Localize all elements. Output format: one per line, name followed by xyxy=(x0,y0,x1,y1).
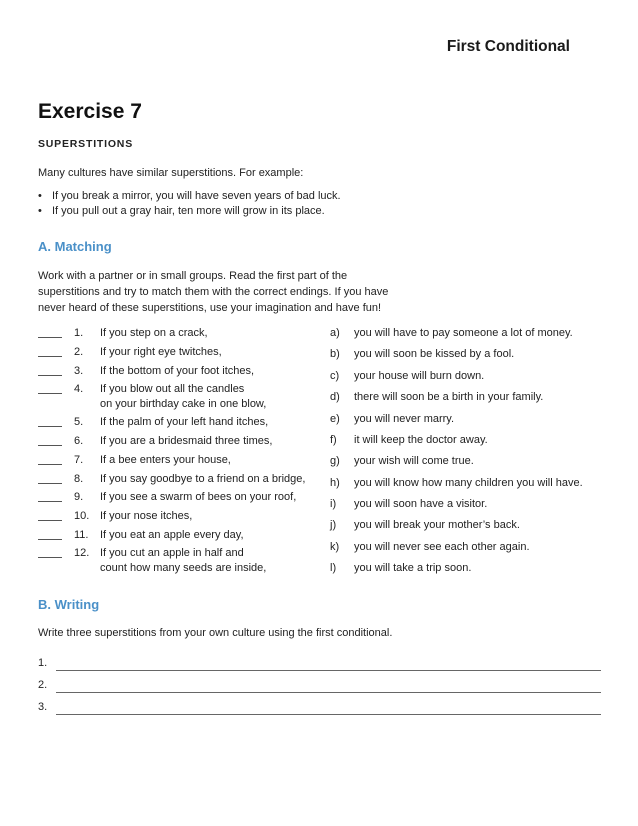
start-number: 9. xyxy=(74,491,84,503)
start-number: 12. xyxy=(74,547,90,559)
section-a-instructions: Work with a partner or in small groups. Read the first part of the superstitions and try to match them with the correct endings. If you have never heard of these superstitions, use your imagination and have fun! xyxy=(38,270,389,314)
ending-text: your house will burn down. xyxy=(354,370,485,382)
answer-blank[interactable] xyxy=(38,539,62,540)
ending-text: you will soon be kissed by a fool. xyxy=(354,348,515,360)
writing-line-number: 2. xyxy=(38,679,48,691)
answer-blank[interactable] xyxy=(38,464,62,465)
writing-line[interactable] xyxy=(38,701,601,716)
header-title: First Conditional xyxy=(446,38,570,55)
ending-text: it will keep the doctor away. xyxy=(354,434,488,446)
ending-letter: k) xyxy=(330,541,340,553)
start-text: If your nose itches, xyxy=(100,510,193,522)
ending-text: you will never see each other again. xyxy=(354,541,530,553)
answer-blank[interactable] xyxy=(38,337,62,338)
writing-line-number: 3. xyxy=(38,701,48,713)
ending-text: you will soon have a visitor. xyxy=(354,498,488,510)
answer-blank[interactable] xyxy=(38,557,62,558)
exercise-intro: Many cultures have similar superstitions. For example: xyxy=(38,167,304,179)
section-a-heading: A. Matching xyxy=(38,239,112,254)
start-text: If you are a bridesmaid three times, xyxy=(100,435,273,447)
start-text: If the bottom of your foot itches, xyxy=(100,365,255,377)
ending-letter: j) xyxy=(330,519,337,531)
ending-letter: c) xyxy=(330,370,340,382)
start-text: If you eat an apple every day, xyxy=(100,529,244,541)
writing-rule[interactable] xyxy=(56,670,601,671)
section-b-instructions: Write three superstitions from your own culture using the first conditional. xyxy=(38,627,393,639)
start-number: 10. xyxy=(74,510,90,522)
start-text-continued: on your birthday cake in one blow, xyxy=(100,398,267,410)
ending-letter: i) xyxy=(330,498,337,510)
example-list xyxy=(38,189,341,219)
exercise-topic: SUPERSTITIONS xyxy=(38,138,133,150)
start-text: If you blow out all the candles xyxy=(100,383,245,395)
ending-text: there will soon be a birth in your family. xyxy=(354,391,544,403)
ending-letter: l) xyxy=(330,562,337,574)
start-text: If the palm of your left hand itches, xyxy=(100,416,269,428)
ending-text: you will never marry. xyxy=(354,413,455,425)
ending-text: you will have to pay someone a lot of money. xyxy=(354,327,573,339)
start-number: 3. xyxy=(74,365,84,377)
start-number: 2. xyxy=(74,346,84,358)
writing-line-number: 1. xyxy=(38,657,48,669)
ending-letter: f) xyxy=(330,434,337,446)
start-number: 6. xyxy=(74,435,84,447)
ending-letter: d) xyxy=(330,391,340,403)
ending-letter: g) xyxy=(330,455,340,467)
start-number: 11. xyxy=(74,529,89,541)
ending-text: your wish will come true. xyxy=(354,455,474,467)
start-text: If you see a swarm of bees on your roof, xyxy=(100,491,297,503)
ending-text: you will know how many children you will have. xyxy=(354,477,583,489)
start-text: If your right eye twitches, xyxy=(100,346,222,358)
example-item: • If you pull out a gray hair, ten more will grow in its place. xyxy=(38,204,341,219)
start-text: If you cut an apple in half and xyxy=(100,547,244,559)
writing-line[interactable] xyxy=(38,679,601,694)
answer-blank[interactable] xyxy=(38,520,62,521)
ending-letter: h) xyxy=(330,477,340,489)
ending-text: you will take a trip soon. xyxy=(354,562,472,574)
ending-letter: b) xyxy=(330,348,340,360)
answer-blank[interactable] xyxy=(38,356,62,357)
start-text-continued: count how many seeds are inside, xyxy=(100,562,267,574)
exercise-title: Exercise 7 xyxy=(38,100,142,123)
section-b-heading: B. Writing xyxy=(38,597,100,612)
ending-letter: a) xyxy=(330,327,340,339)
start-number: 5. xyxy=(74,416,84,428)
start-text: If a bee enters your house, xyxy=(100,454,231,466)
answer-blank[interactable] xyxy=(38,445,62,446)
answer-blank[interactable] xyxy=(38,501,62,502)
writing-rule[interactable] xyxy=(56,692,601,693)
start-number: 1. xyxy=(74,327,84,339)
example-item: • If you break a mirror, you will have seven years of bad luck. xyxy=(38,189,341,204)
writing-line[interactable] xyxy=(38,657,601,672)
answer-blank[interactable] xyxy=(38,393,62,394)
start-number: 8. xyxy=(74,473,84,485)
answer-blank[interactable] xyxy=(38,375,62,376)
writing-rule[interactable] xyxy=(56,714,601,715)
answer-blank[interactable] xyxy=(38,483,62,484)
answer-blank[interactable] xyxy=(38,426,62,427)
ending-text: you will break your mother’s back. xyxy=(354,519,520,531)
start-text: If you say goodbye to a friend on a bridge, xyxy=(100,473,306,485)
start-number: 4. xyxy=(74,383,84,395)
start-number: 7. xyxy=(74,454,84,466)
start-text: If you step on a crack, xyxy=(100,327,208,339)
ending-letter: e) xyxy=(330,413,340,425)
